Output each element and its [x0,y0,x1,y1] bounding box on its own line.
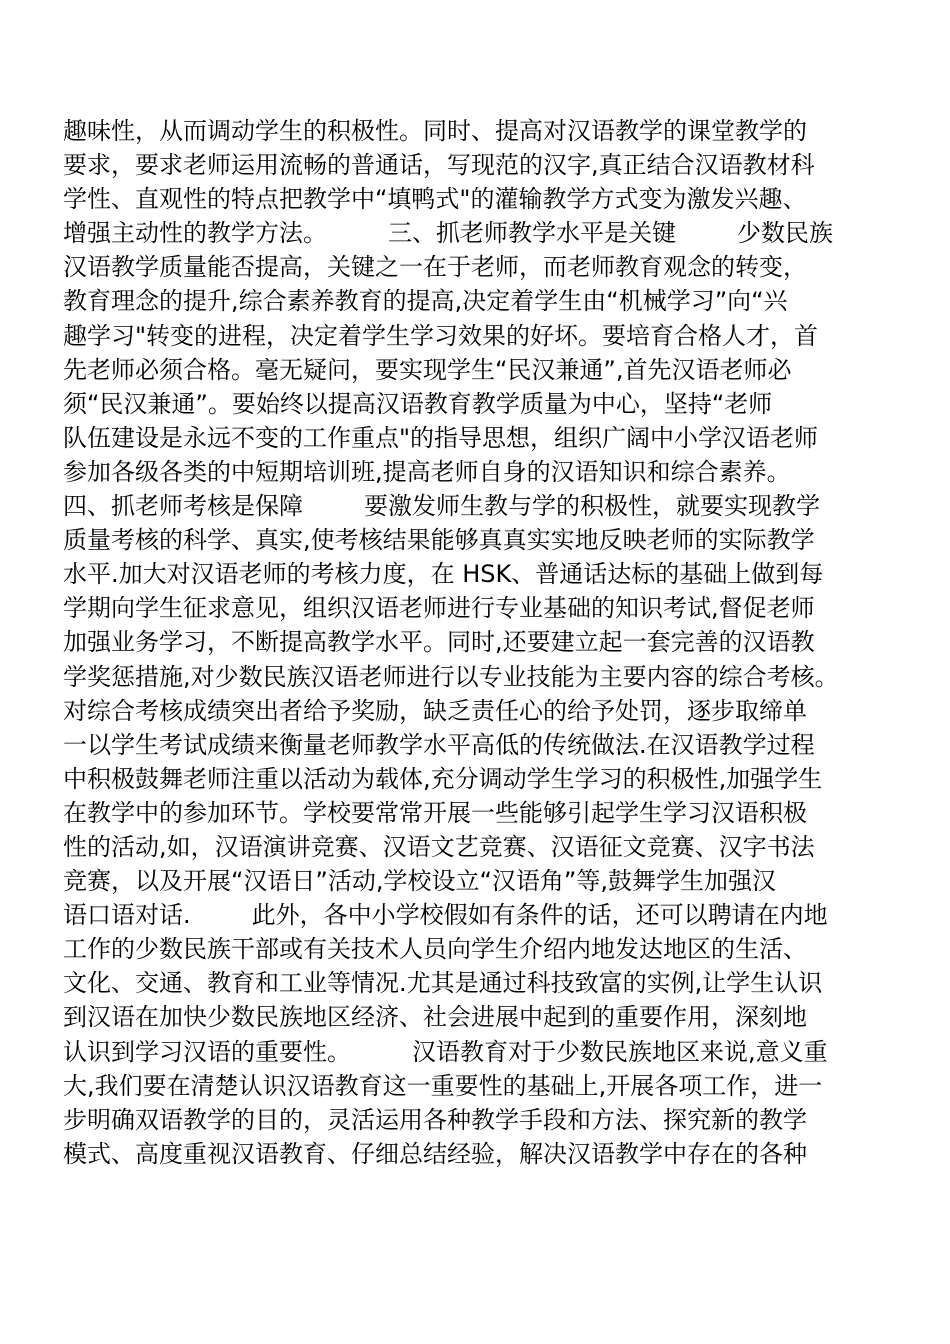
text-line: 中积极鼓舞老师注重以活动为载体,充分调动学生学习的积极性,加强学生 [63,764,823,793]
text-line: 一以学生考试成绩来衡量老师教学水平高低的传统做法.在汉语教学过程 [63,730,815,759]
text-line: 到汉语在加快少数民族地区经济、社会进展中起到的重要作用，深刻地 [63,1003,807,1032]
text-line: 学奖惩措施,对少数民族汉语老师进行以专业技能为主要内容的综合考核。 [63,662,839,691]
text-line: 对综合考核成绩突出者给予奖励，缺乏责任心的给予处罚，逐步取缔单 [63,696,807,725]
text-line: 工作的少数民族干部或有关技术人员向学生介绍内地发达地区的生活、 [63,935,807,964]
text-line: 增强主动性的教学方法。 三、抓老师教学水平是关键 少数民族 [63,219,834,248]
text-line: 教育理念的提升,综合素养教育的提高,决定着学生由“机械学习”向“兴 [63,287,788,316]
text-line: 质量考核的科学、真实,使考核结果能够真真实实地反映老师的实际教学 [63,526,815,555]
text-line: 语口语对话. 此外，各中小学校假如有条件的话，还可以聘请在内地 [63,901,828,930]
text-line: 步明确双语教学的目的，灵活运用各种教学手段和方法、探究新的教学 [63,1105,807,1134]
text-line: 在教学中的参加环节。学校要常常开展一些能够引起学生学习汉语积极 [63,798,807,827]
text-line: 先老师必须合格。毫无疑问，要实现学生“民汉兼通”,首先汉语老师必 [63,355,792,384]
text-line: 汉语教学质量能否提高，关键之一在于老师，而老师教育观念的转变， [63,253,807,282]
text-line: 趣学习"转变的进程，决定着学生学习效果的好坏。要培育合格人才，首 [63,321,819,350]
text-line: 大,我们要在清楚认识汉语教育这一重要性的基础上,开展各项工作，进一 [63,1071,823,1100]
text-line: 学期向学生征求意见，组织汉语老师进行专业基础的知识考试,督促老师 [63,594,815,623]
text-line: 文化、交通、教育和工业等情况.尤其是通过科技致富的实例,让学生认识 [63,969,823,998]
text-line: 水平.加大对汉语老师的考核力度，在 HSK、普通话达标的基础上做到每 [63,560,824,589]
text-line: 队伍建设是永远不变的工作重点"的指导思想，组织广阔中小学汉语老师 [63,423,819,452]
text-line: 性的活动,如，汉语演讲竞赛、汉语文艺竞赛、汉语征文竞赛、汉字书法 [63,832,815,861]
text-line: 加强业务学习，不断提高教学水平。同时,还要建立起一套完善的汉语教 [63,628,815,657]
text-line: 学性、直观性的特点把教学中“填鸭式"的灌输教学方式变为激发兴趣、 [63,185,807,214]
text-line: 须“民汉兼通”。要始终以提高汉语教育教学质量为中心，坚持“老师 [63,389,773,418]
text-line: 要求，要求老师运用流畅的普通话，写现范的汉字,真正结合汉语教材科 [63,151,815,180]
body-text [63,114,893,1171]
text-line: 竞赛，以及开展“汉语日”活动,学校设立“汉语角”等,鼓舞学生加强汉 [63,867,776,896]
text-line: 参加各级各类的中短期培训班,提高老师自身的汉语知识和综合素养。 [63,457,791,486]
text-line: 四、抓老师考核是保障 要激发师生教与学的积极性，就要实现教学 [63,492,821,521]
text-line: 认识到学习汉语的重要性。 汉语教育对于少数民族地区来说,意义重 [63,1037,828,1066]
text-line: 趣味性，从而调动学生的积极性。同时、提高对汉语教学的课堂教学的 [63,117,807,145]
text-line: 模式、高度重视汉语教育、仔细总结经验，解决汉语教学中存在的各种 [63,1139,807,1168]
